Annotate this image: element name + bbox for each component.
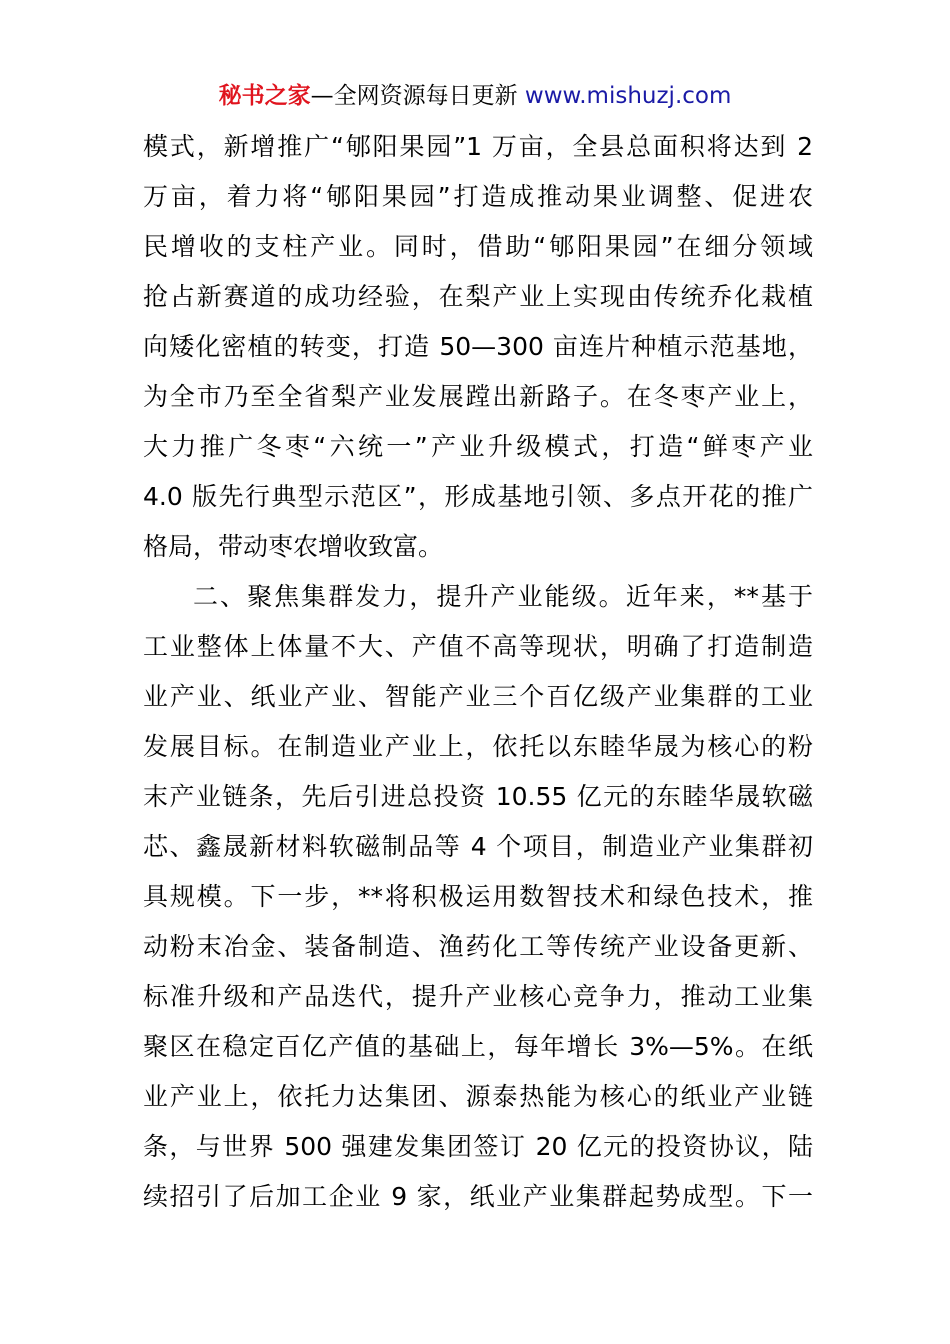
section-heading-line: 二、聚焦集群发力，提升产业能级。近年来，**基于 (193, 582, 813, 611)
paragraph-last-line: 格局，带动枣农增收致富。 (143, 532, 444, 561)
site-brand: 秘书之家 (218, 83, 311, 109)
site-header (0, 80, 950, 112)
text-line: 万亩，着力将“郇阳果园”打造成推动果业调整、促进农 (143, 182, 813, 211)
text-line: 聚区在稳定百亿产值的基础上，每年增长 3%—5%。在纸 (143, 1032, 813, 1061)
text-line: 业产业上，依托力达集团、源泰热能为核心的纸业产业链 (143, 1082, 813, 1111)
text-line: 业产业、纸业产业、智能产业三个百亿级产业集群的工业 (143, 682, 813, 711)
text-line: 标准升级和产品迭代，提升产业核心竞争力，推动工业集 (143, 982, 813, 1011)
document-body (143, 122, 813, 1222)
text-line: 向矮化密植的转变，打造 50—300 亩连片种植示范基地， (143, 332, 813, 361)
text-line: 模式，新增推广“郇阳果园”1 万亩，全县总面积将达到 2 (143, 132, 813, 161)
site-url-link[interactable]: www.mishuzj.com (524, 83, 732, 109)
site-tagline: —全网资源每日更新 (310, 83, 525, 109)
text-line: 4.0 版先行典型示范区”，形成基地引领、多点开花的推广 (143, 482, 813, 511)
text-line: 大力推广冬枣“六统一”产业升级模式，打造“鲜枣产业 (143, 432, 813, 461)
text-line: 为全市乃至全省梨产业发展蹚出新路子。在冬枣产业上， (143, 382, 813, 411)
text-line: 条，与世界 500 强建发集团签订 20 亿元的投资协议，陆 (143, 1132, 813, 1161)
text-line: 抢占新赛道的成功经验，在梨产业上实现由传统乔化栽植 (143, 282, 813, 311)
text-line: 续招引了后加工企业 9 家，纸业产业集群起势成型。下一 (143, 1182, 813, 1211)
text-line: 工业整体上体量不大、产值不高等现状，明确了打造制造 (143, 632, 813, 661)
text-line: 民增收的支柱产业。同时，借助“郇阳果园”在细分领域 (143, 232, 813, 261)
text-line: 发展目标。在制造业产业上，依托以东睦华晟为核心的粉 (143, 732, 813, 761)
text-line: 芯、鑫晟新材料软磁制品等 4 个项目，制造业产业集群初 (143, 832, 813, 861)
text-line: 动粉末冶金、装备制造、渔药化工等传统产业设备更新、 (143, 932, 813, 961)
text-line: 末产业链条，先后引进总投资 10.55 亿元的东睦华晟软磁 (143, 782, 813, 811)
text-line: 具规模。下一步，**将积极运用数智技术和绿色技术，推 (143, 882, 813, 911)
